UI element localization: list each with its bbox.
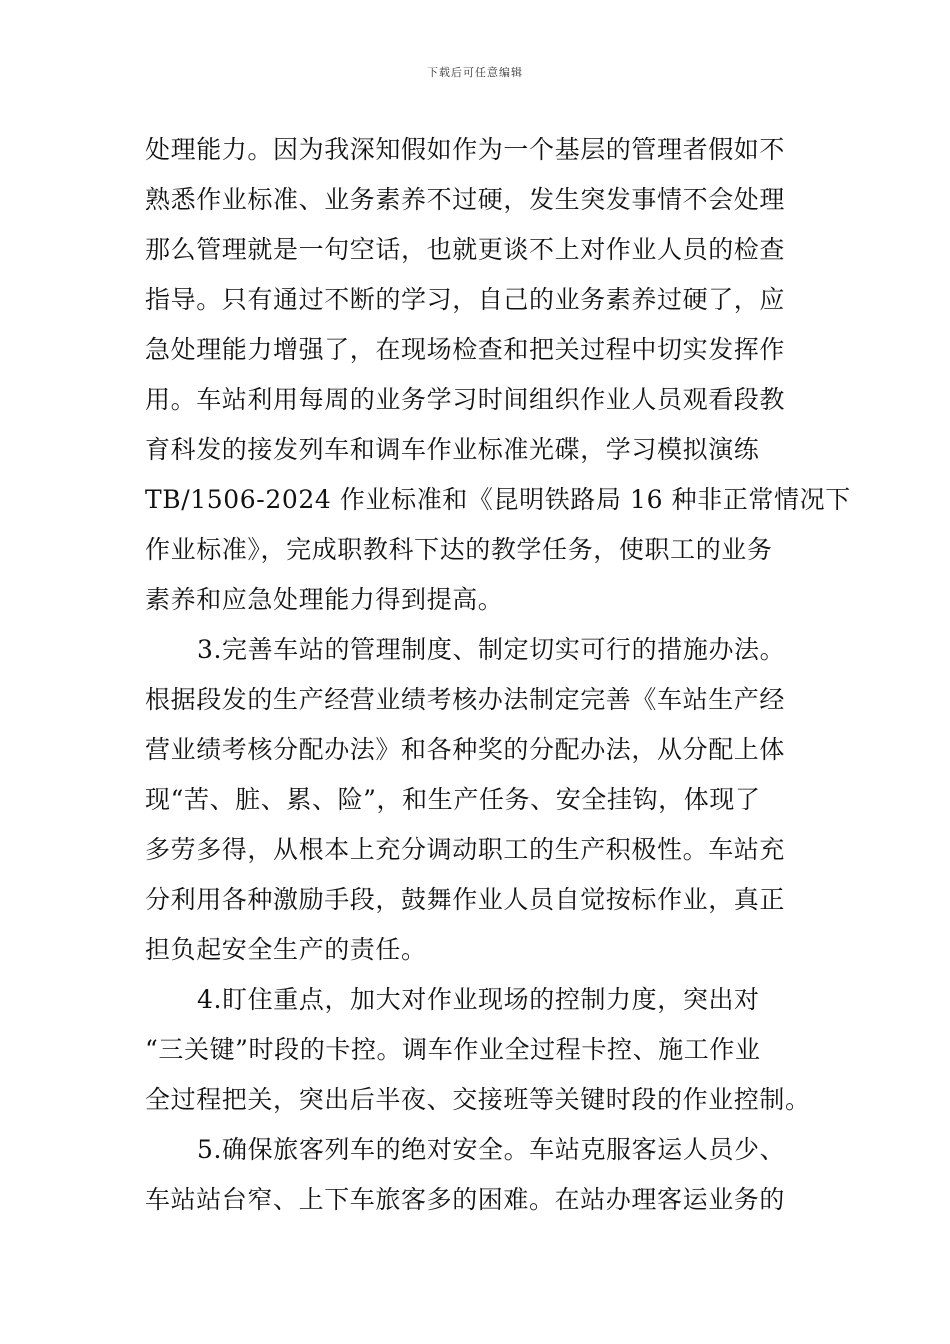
paragraph-line: TB/1506-2024 作业标准和《昆明铁路局 16 种非正常情况下: [145, 485, 851, 514]
header-note: 下载后可任意编辑: [427, 66, 523, 79]
paragraph-line: 作业标准》，完成职教科下达的教学任务，使职工的业务: [145, 535, 773, 564]
paragraph-line: 现“苦、脏、累、险”，和生产任务、安全挂钩，体现了: [145, 785, 761, 814]
paragraph-line: 育科发的接发列车和调车作业标准光碟，学习模拟演练: [145, 435, 760, 464]
paragraph-line: 那么管理就是一句空话，也就更谈不上对作业人员的检查: [145, 235, 786, 264]
paragraph-line: 指导。只有通过不断的学习，自己的业务素养过硬了，应: [145, 285, 786, 314]
paragraph-line: 车站站台窄、上下车旅客多的困难。在站办理客运业务的: [145, 1185, 786, 1214]
paragraph-line: 多劳多得，从根本上充分调动职工的生产积极性。车站充: [145, 835, 786, 864]
paragraph-line: “三关键”时段的卡控。调车作业全过程卡控、施工作业: [145, 1035, 761, 1064]
paragraph-line: 熟悉作业标准、业务素养不过硬，发生突发事情不会处理: [145, 185, 786, 214]
paragraph-line: 全过程把关，突出后半夜、交接班等关键时段的作业控制。: [145, 1085, 811, 1114]
paragraph-line: 处理能力。因为我深知假如作为一个基层的管理者假如不: [145, 135, 786, 164]
section-heading-5: 5.确保旅客列车的绝对安全。车站克服客运人员少、: [197, 1135, 786, 1164]
paragraph-line: 分利用各种激励手段，鼓舞作业人员自觉按标作业，真正: [145, 885, 786, 914]
paragraph-line: 营业绩考核分配办法》和各种奖的分配办法，从分配上体: [145, 735, 786, 764]
paragraph-line: 根据段发的生产经营业绩考核办法制定完善《车站生产经: [145, 685, 786, 714]
section-heading-4: 4.盯住重点，加大对作业现场的控制力度，突出对: [197, 985, 760, 1014]
section-heading-3: 3.完善车站的管理制度、制定切实可行的措施办法。: [197, 635, 786, 664]
paragraph-line: 用。车站利用每周的业务学习时间组织作业人员观看段教: [145, 385, 786, 414]
paragraph-line: 担负起安全生产的责任。: [145, 935, 427, 964]
paragraph-line: 急处理能力增强了，在现场检查和把关过程中切实发挥作: [145, 335, 786, 364]
paragraph-line: 素养和应急处理能力得到提高。: [145, 585, 504, 614]
